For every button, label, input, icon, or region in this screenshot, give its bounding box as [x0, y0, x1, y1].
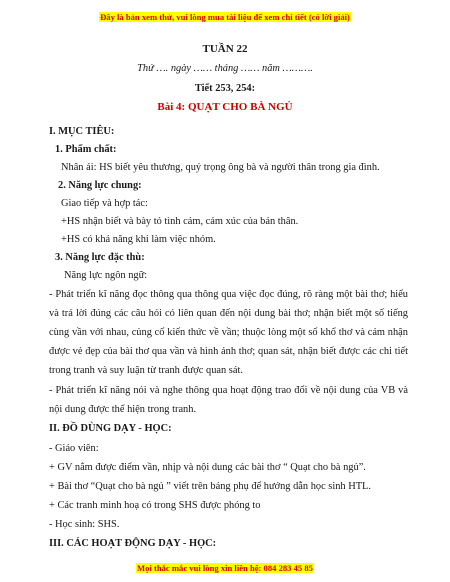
section-activities-heading: III. CÁC HOẠT ĐỘNG DẠY - HỌC: [49, 538, 217, 549]
paragraph-line: - Phát triển kĩ năng nói và nghe thông qua hoạt động trao đổi về nội dung của VB và [49, 385, 408, 396]
qualities-text: Nhân ái: HS biết yêu thương, quý trọng ông bà và người thân trong gia đình. [61, 162, 380, 173]
materials-line: + Bài thơ “Quạt cho bà ngủ ” viết trên bảng phụ để hướng dẫn học sinh HTL. [49, 481, 372, 492]
qualities-heading: 1. Phẩm chất: [55, 144, 117, 155]
materials-line: - Giáo viên: [49, 443, 99, 454]
preview-banner [0, 12, 450, 22]
materials-line: + Các tranh minh hoạ có trong SHS được phóng to [49, 500, 261, 511]
lesson-title: Bài 4: QUẠT CHO BÀ NGỦ [157, 101, 293, 113]
general-competence-line: Giao tiếp và hợp tác: [61, 198, 148, 209]
periods-line: Tiết 253, 254: [194, 83, 256, 94]
materials-line: - Học sinh: SHS. [49, 519, 120, 530]
language-competence-label: Năng lực ngôn ngữ: [64, 270, 148, 281]
paragraph-line: trong tranh và suy luận từ tranh được quan sát. [49, 365, 243, 376]
preview-banner-text: Đây là bản xem thử, vui lòng mua tài liệu để xem chi tiết (có lời giải) [100, 12, 350, 22]
week-heading: TUẦN 22 [202, 43, 248, 55]
materials-line: + GV nắm được điểm vần, nhịp và nội dung các bài thơ “ Quạt cho bà ngủ”. [49, 462, 366, 473]
general-competence-heading: 2. Năng lực chung: [58, 180, 142, 191]
paragraph-line: và trả lời đúng các câu hỏi có liên quan đến nội dung bài thơ; nhận biết một số tiếng [49, 308, 408, 319]
paragraph-line: nội dung được thể hiện trong tranh. [49, 404, 197, 415]
general-competence-line: +HS nhận biết và bày tỏ tình cảm, cảm xúc của bản thân. [61, 216, 299, 227]
date-line: Thứ …. ngày …… tháng …… năm ………. [137, 63, 313, 74]
contact-banner-text: Mọi thắc mắc vui lòng xin liên hệ: 084 283 45 85 [137, 563, 313, 573]
paragraph-line: được vẻ đẹp của bài thơ qua vần và hình ảnh thơ; quan sát, nhận biết được các chi tiết [49, 346, 408, 357]
specific-competence-heading: 3. Năng lực đặc thù: [55, 252, 145, 263]
contact-banner [0, 563, 450, 573]
paragraph-line: - Phát triển kĩ năng đọc thông qua thông qua việc đọc đúng, rõ ràng một bài thơ; hiểu [49, 289, 408, 300]
section-materials-heading: II. ĐỒ DÙNG DẠY - HỌC: [49, 423, 172, 434]
paragraph-line: cùng vần với nhau, củng cố kiến thức về vần; thuộc lòng một số khổ thơ và cảm nhận [49, 327, 408, 338]
general-competence-line: +HS có khả năng khi làm việc nhóm. [61, 234, 216, 245]
section-objectives-heading: I. MỤC TIÊU: [49, 126, 115, 137]
